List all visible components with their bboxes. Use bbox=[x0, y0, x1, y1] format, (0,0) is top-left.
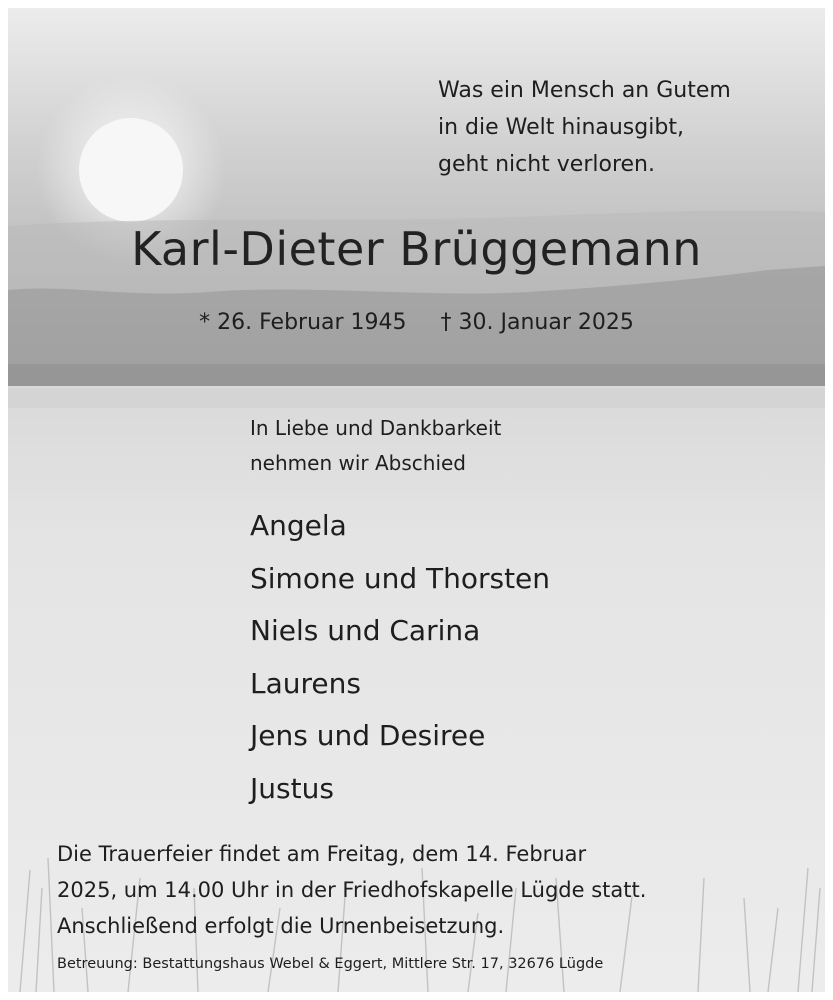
motto bbox=[438, 72, 731, 183]
service-line: 2025, um 14.00 Uhr in der Friedhofskapelle Lügde statt. bbox=[57, 878, 647, 902]
death-date: † 30. Januar 2025 bbox=[440, 310, 634, 335]
motto-line: Was ein Mensch an Gutem bbox=[438, 78, 731, 103]
mourners-list bbox=[250, 500, 550, 815]
sun-image bbox=[79, 118, 183, 222]
mourner-name: Angela bbox=[250, 509, 347, 542]
farewell-line: nehmen wir Abschied bbox=[250, 451, 466, 475]
mourner-name: Simone und Thorsten bbox=[250, 561, 551, 595]
mourner-name: Jens und Desiree bbox=[250, 719, 486, 752]
farewell-text bbox=[250, 411, 501, 481]
life-dates bbox=[0, 310, 833, 335]
motto-line: in die Welt hinausgibt, bbox=[438, 115, 684, 140]
mourner-name: Niels und Carina bbox=[250, 614, 481, 647]
mourner-name: Laurens bbox=[250, 666, 361, 700]
service-line: Die Trauerfeier findet am Freitag, dem 14. Februar bbox=[57, 842, 587, 866]
deceased-name: Karl-Dieter Brüggemann bbox=[131, 222, 702, 276]
mourner-name: Justus bbox=[250, 771, 334, 805]
funeral-service-info bbox=[57, 836, 797, 944]
farewell-line: In Liebe und Dankbarkeit bbox=[250, 416, 502, 440]
funeral-home-credit: Betreuung: Bestattungshaus Webel & Eggert, Mittlere Str. 17, 32676 Lügde bbox=[57, 956, 604, 972]
birth-date: * 26. Februar 1945 bbox=[199, 310, 407, 335]
motto-line: geht nicht verloren. bbox=[438, 152, 655, 177]
service-line: Anschließend erfolgt die Urnenbeisetzung. bbox=[57, 914, 505, 938]
